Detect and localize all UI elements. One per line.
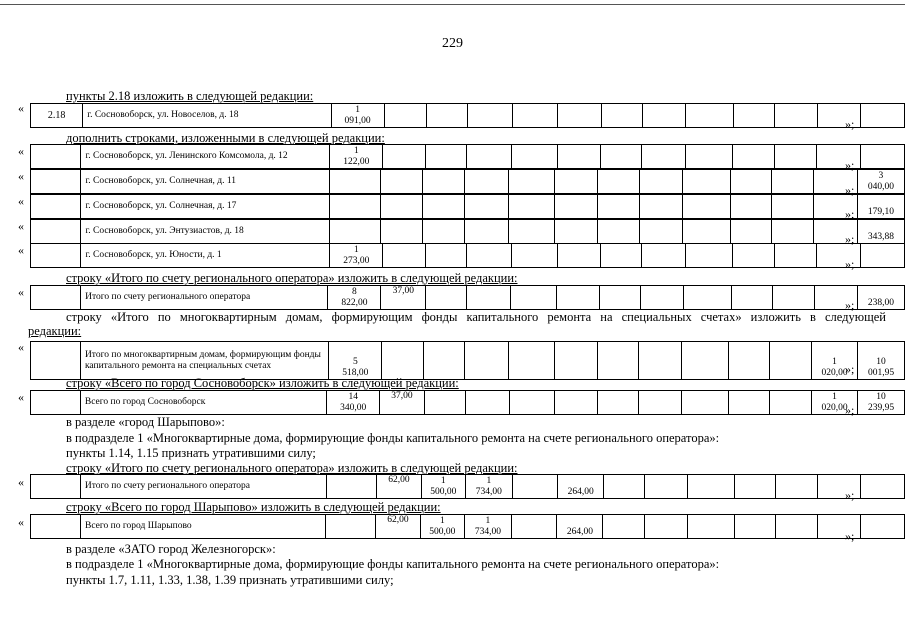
- value-cell: [597, 391, 638, 415]
- value-bottom: 239,95: [867, 403, 895, 413]
- row-number-cell: [31, 475, 81, 499]
- value-cell: [641, 286, 684, 310]
- value-cell: [814, 220, 857, 244]
- close-quote: »;: [845, 207, 855, 221]
- open-quote: «: [18, 475, 24, 489]
- value-cell: [464, 170, 508, 194]
- instruction-line: в подразделе 1 «Многоквартирные дома, формирующие фонды капитального ремонта на счете регионального оператора»:: [66, 431, 720, 445]
- instruction-line: пункты 1.14, 1.15 признать утратившими силу;: [66, 446, 316, 460]
- value-cell: [598, 195, 640, 219]
- value-cell: [511, 145, 557, 169]
- value-cell: [327, 391, 380, 415]
- value-cell: [381, 286, 426, 310]
- table-row: [31, 515, 905, 539]
- table-row: [31, 475, 905, 499]
- instruction-line: дополнить строками, изложенными в следующей редакции:: [66, 131, 385, 145]
- value-cell: [733, 145, 775, 169]
- value-cell: [818, 515, 861, 539]
- value-cell: [644, 515, 687, 539]
- value-bottom: 500,00: [430, 487, 457, 497]
- value-top: 1: [832, 392, 837, 402]
- value-cell: [382, 342, 424, 380]
- instruction-line: в разделе «город Шарыпово»:: [66, 415, 225, 429]
- value-cell: [642, 145, 685, 169]
- value-cell: [857, 286, 904, 310]
- open-quote: «: [18, 285, 24, 299]
- value-cell: [730, 220, 772, 244]
- instruction-line: в разделе «ЗАТО город Железногорск»:: [66, 542, 276, 556]
- value-cell: [380, 170, 422, 194]
- value-cell: [425, 244, 467, 268]
- value-cell: [330, 244, 383, 268]
- value-cell: [687, 515, 734, 539]
- value-cell: [511, 515, 557, 539]
- value-cell: [860, 104, 904, 128]
- instruction-line: редакции:: [28, 324, 82, 338]
- value-cell: [772, 170, 814, 194]
- value-cell: [733, 244, 775, 268]
- value-bottom: 264,00: [566, 527, 593, 537]
- value-cell: [770, 391, 812, 415]
- row-name-cell: Итого по счету регионального оператора: [80, 475, 326, 499]
- value-cell: [814, 286, 857, 310]
- value-cell: [639, 195, 682, 219]
- value-cell: [330, 220, 380, 244]
- row-name-cell: г. Сосновоборск, ул. Новоселов, д. 18: [83, 104, 331, 128]
- row-number-cell: [31, 220, 81, 244]
- value-cell: [509, 391, 554, 415]
- table-row: [31, 391, 905, 415]
- instruction-line: строку «Всего по город Шарыпово» изложить в следующей редакции:: [66, 500, 441, 514]
- record-table: [30, 144, 905, 169]
- value-top: 10: [876, 392, 886, 402]
- value-cell: [330, 170, 380, 194]
- value-cell: [380, 391, 425, 415]
- value-bottom: 518,00: [342, 368, 369, 378]
- row-number-cell: [31, 244, 81, 268]
- value-cell: [555, 391, 598, 415]
- value-cell: [327, 475, 377, 499]
- value-cell: [603, 515, 644, 539]
- value-cell: [383, 145, 425, 169]
- value-cell: [326, 515, 376, 539]
- open-quote: «: [18, 390, 24, 404]
- record-table: [30, 285, 905, 310]
- value-top: 62,00: [388, 475, 410, 485]
- value-cell: [817, 244, 860, 268]
- value-bottom: 822,00: [341, 298, 368, 308]
- value-cell: [468, 104, 512, 128]
- value-top: 37,00: [391, 391, 413, 401]
- row-number-cell: [31, 515, 81, 539]
- value-cell: [860, 145, 904, 169]
- value-cell: [509, 342, 555, 380]
- value-cell: [423, 195, 465, 219]
- value-cell: [467, 244, 511, 268]
- value-cell: [600, 244, 642, 268]
- record-table: [30, 194, 905, 219]
- value-bottom: 500,00: [429, 527, 456, 537]
- value-cell: [731, 286, 772, 310]
- value-cell: [729, 391, 770, 415]
- table-row: [31, 104, 905, 128]
- value-cell: [775, 104, 817, 128]
- value-cell: [511, 244, 557, 268]
- value-cell: [814, 195, 857, 219]
- row-name-cell: Всего по город Сосновоборск: [80, 391, 326, 415]
- value-cell: [770, 342, 812, 380]
- value-cell: [735, 475, 776, 499]
- table-row: [31, 244, 905, 268]
- value-cell: [638, 391, 681, 415]
- close-quote: »;: [845, 158, 855, 172]
- value-cell: [558, 475, 604, 499]
- value-cell: [465, 391, 509, 415]
- row-number-cell: [31, 342, 81, 380]
- row-name-cell: г. Сосновоборск, ул. Солнечная, д. 11: [81, 170, 330, 194]
- open-quote: «: [18, 219, 24, 233]
- value-cell: [598, 170, 640, 194]
- value-cell: [554, 220, 597, 244]
- value-cell: [638, 342, 681, 380]
- value-cell: [465, 342, 509, 380]
- close-quote: »;: [845, 232, 855, 246]
- value-bottom: 734,00: [475, 487, 502, 497]
- close-quote: »;: [845, 183, 855, 197]
- value-cell: [686, 104, 734, 128]
- close-quote: »;: [845, 362, 855, 376]
- value-cell: [814, 170, 857, 194]
- value-cell: [730, 170, 772, 194]
- value-cell: [861, 475, 905, 499]
- value-cell: [421, 475, 465, 499]
- top-border-line: [0, 4, 905, 5]
- value-cell: [377, 475, 422, 499]
- value-cell: [772, 286, 814, 310]
- value-top: 5: [352, 357, 358, 367]
- value-cell: [508, 170, 554, 194]
- value-cell: [331, 104, 384, 128]
- value-cell: [383, 244, 425, 268]
- record-table: [30, 474, 905, 499]
- close-quote: »;: [845, 403, 855, 417]
- value-cell: [558, 104, 601, 128]
- value-bottom: 179,10: [867, 207, 894, 217]
- value-cell: [858, 391, 905, 415]
- value-cell: [599, 286, 640, 310]
- open-quote: «: [18, 169, 24, 183]
- value-cell: [860, 244, 904, 268]
- row-name-cell: г. Сосновоборск, ул. Юности, д. 1: [81, 244, 330, 268]
- value-cell: [512, 475, 557, 499]
- value-cell: [730, 195, 772, 219]
- value-cell: [643, 104, 686, 128]
- value-cell: [817, 145, 860, 169]
- value-bottom: 020,00: [821, 368, 848, 378]
- row-number-cell: [31, 195, 81, 219]
- value-cell: [554, 195, 597, 219]
- value-cell: [424, 342, 465, 380]
- value-cell: [467, 286, 511, 310]
- instruction-line: в подразделе 1 «Многоквартирные дома, формирующие фонды капитального ремонта на счете регионального оператора»:: [66, 557, 720, 571]
- value-cell: [597, 342, 638, 380]
- value-cell: [329, 342, 382, 380]
- value-cell: [557, 244, 600, 268]
- row-number-cell: [31, 286, 81, 310]
- value-cell: [639, 170, 682, 194]
- value-cell: [330, 145, 383, 169]
- value-bottom: 238,00: [867, 298, 895, 308]
- row-name-cell: г. Сосновоборск, ул. Энтузиастов, д. 18: [81, 220, 330, 244]
- value-top: 62,00: [387, 515, 409, 525]
- value-cell: [774, 244, 816, 268]
- table-row: [31, 220, 905, 244]
- value-cell: [818, 475, 861, 499]
- value-cell: [557, 145, 600, 169]
- instruction-line: пункты 1.7, 1.11, 1.33, 1.38, 1.39 признать утратившими силу;: [66, 573, 394, 587]
- value-cell: [684, 286, 731, 310]
- value-cell: [639, 220, 682, 244]
- value-top: 14: [348, 392, 358, 402]
- close-quote: »;: [845, 488, 855, 502]
- value-cell: [423, 170, 465, 194]
- value-cell: [601, 104, 642, 128]
- value-cell: [464, 220, 508, 244]
- record-table: [30, 219, 905, 244]
- instruction-line: строку «Итого по счету регионального оператора» изложить в следующей редакции:: [66, 271, 518, 285]
- open-quote: «: [18, 515, 24, 529]
- row-name-cell: г. Сосновоборск, ул. Солнечная, д. 17: [81, 195, 330, 219]
- value-cell: [556, 286, 599, 310]
- value-cell: [681, 391, 728, 415]
- value-top: 1: [440, 476, 446, 486]
- row-name-cell: Итого по счету регионального оператора: [81, 286, 328, 310]
- value-cell: [682, 170, 730, 194]
- value-cell: [772, 195, 814, 219]
- value-bottom: 001,95: [867, 368, 895, 378]
- value-top: 10: [876, 357, 886, 367]
- value-cell: [511, 286, 557, 310]
- value-bottom: 343,88: [867, 232, 894, 242]
- table-row: [31, 195, 905, 219]
- value-cell: [688, 475, 735, 499]
- value-top: 37,00: [392, 286, 414, 296]
- value-cell: [464, 195, 508, 219]
- instruction-line: строку «Итого по счету регионального оператора» изложить в следующей редакции:: [66, 461, 518, 475]
- value-cell: [861, 515, 905, 539]
- value-top: 1: [832, 357, 837, 367]
- row-number-cell: [31, 170, 81, 194]
- value-cell: [376, 515, 421, 539]
- value-cell: [384, 104, 426, 128]
- table-row: [31, 286, 905, 310]
- close-quote: »;: [845, 257, 855, 271]
- value-cell: [425, 145, 467, 169]
- value-cell: [554, 170, 597, 194]
- value-cell: [858, 342, 905, 380]
- value-cell: [817, 104, 860, 128]
- value-cell: [467, 145, 511, 169]
- value-cell: [598, 220, 640, 244]
- value-cell: [380, 195, 422, 219]
- value-cell: [328, 286, 381, 310]
- value-cell: [554, 342, 597, 380]
- record-table: [30, 243, 905, 268]
- value-bottom: 340,00: [340, 403, 367, 413]
- value-cell: [380, 220, 422, 244]
- value-cell: [464, 515, 511, 539]
- instruction-line: пункты 2.18 изложить в следующей редакции:: [66, 89, 314, 103]
- open-quote: «: [18, 194, 24, 208]
- row-number-cell: [31, 145, 81, 169]
- value-bottom: 091,00: [344, 116, 371, 126]
- close-quote: »;: [845, 298, 855, 312]
- value-bottom: 020,00: [821, 403, 848, 413]
- value-cell: [465, 475, 512, 499]
- value-cell: [420, 515, 464, 539]
- value-cell: [682, 195, 730, 219]
- value-cell: [681, 342, 728, 380]
- value-cell: [812, 342, 858, 380]
- value-cell: [776, 515, 818, 539]
- value-cell: [812, 391, 858, 415]
- open-quote: «: [18, 340, 24, 354]
- value-cell: [604, 475, 645, 499]
- value-top: 1: [353, 245, 359, 255]
- value-top: 1: [355, 105, 360, 115]
- value-top: 3: [878, 171, 884, 181]
- close-quote: »;: [845, 117, 855, 131]
- value-cell: [427, 104, 468, 128]
- value-bottom: 122,00: [343, 157, 370, 167]
- value-top: 1: [485, 516, 491, 526]
- table-row: [31, 170, 905, 194]
- value-cell: [772, 220, 814, 244]
- instruction-line: строку «Всего по город Сосновоборск» изложить в следующей редакции:: [66, 376, 459, 390]
- value-cell: [642, 244, 685, 268]
- value-cell: [733, 104, 774, 128]
- open-quote: «: [18, 243, 24, 257]
- value-cell: [857, 170, 904, 194]
- instruction-line: строку «Итого по многоквартирным домам, формирующим фонды капитального ремонта на специальных счетах» изложить в следующей: [66, 310, 886, 324]
- value-cell: [776, 475, 818, 499]
- value-bottom: 264,00: [567, 487, 594, 497]
- value-cell: [734, 515, 775, 539]
- value-cell: [685, 145, 733, 169]
- value-cell: [557, 515, 603, 539]
- value-top: 8: [352, 287, 357, 297]
- value-top: 1: [439, 516, 445, 526]
- value-bottom: 273,00: [343, 256, 370, 266]
- row-name-cell: г. Сосновоборск, ул. Ленинского Комсомола, д. 12: [81, 145, 330, 169]
- table-row: [31, 342, 905, 380]
- value-cell: [426, 286, 467, 310]
- record-table: [30, 390, 905, 415]
- value-cell: [600, 145, 642, 169]
- value-cell: [682, 220, 730, 244]
- record-table: [30, 103, 905, 128]
- value-cell: [645, 475, 688, 499]
- record-table: [30, 514, 905, 539]
- row-name-cell: Итого по многоквартирным домам, формирующим фонды капитального ремонта на специальных счетах: [80, 342, 328, 380]
- value-cell: [685, 244, 733, 268]
- value-cell: [423, 220, 465, 244]
- record-table: [30, 169, 905, 194]
- close-quote: »;: [845, 529, 855, 543]
- open-quote: «: [18, 101, 24, 115]
- page-number: 229: [442, 36, 463, 51]
- value-top: 1: [486, 476, 492, 486]
- value-cell: [330, 195, 380, 219]
- value-cell: [857, 195, 904, 219]
- value-cell: [508, 195, 554, 219]
- row-number-cell: 2.18: [31, 104, 83, 128]
- row-number-cell: [31, 391, 81, 415]
- value-cell: [424, 391, 465, 415]
- value-cell: [512, 104, 558, 128]
- value-cell: [857, 220, 904, 244]
- value-bottom: 040,00: [867, 182, 894, 192]
- value-cell: [728, 342, 769, 380]
- value-top: 1: [353, 146, 359, 156]
- table-row: [31, 145, 905, 169]
- value-cell: [508, 220, 554, 244]
- open-quote: «: [18, 144, 24, 158]
- value-cell: [774, 145, 816, 169]
- record-table: [30, 341, 905, 380]
- value-bottom: 734,00: [474, 527, 501, 537]
- row-name-cell: Всего по город Шарыпово: [81, 515, 326, 539]
